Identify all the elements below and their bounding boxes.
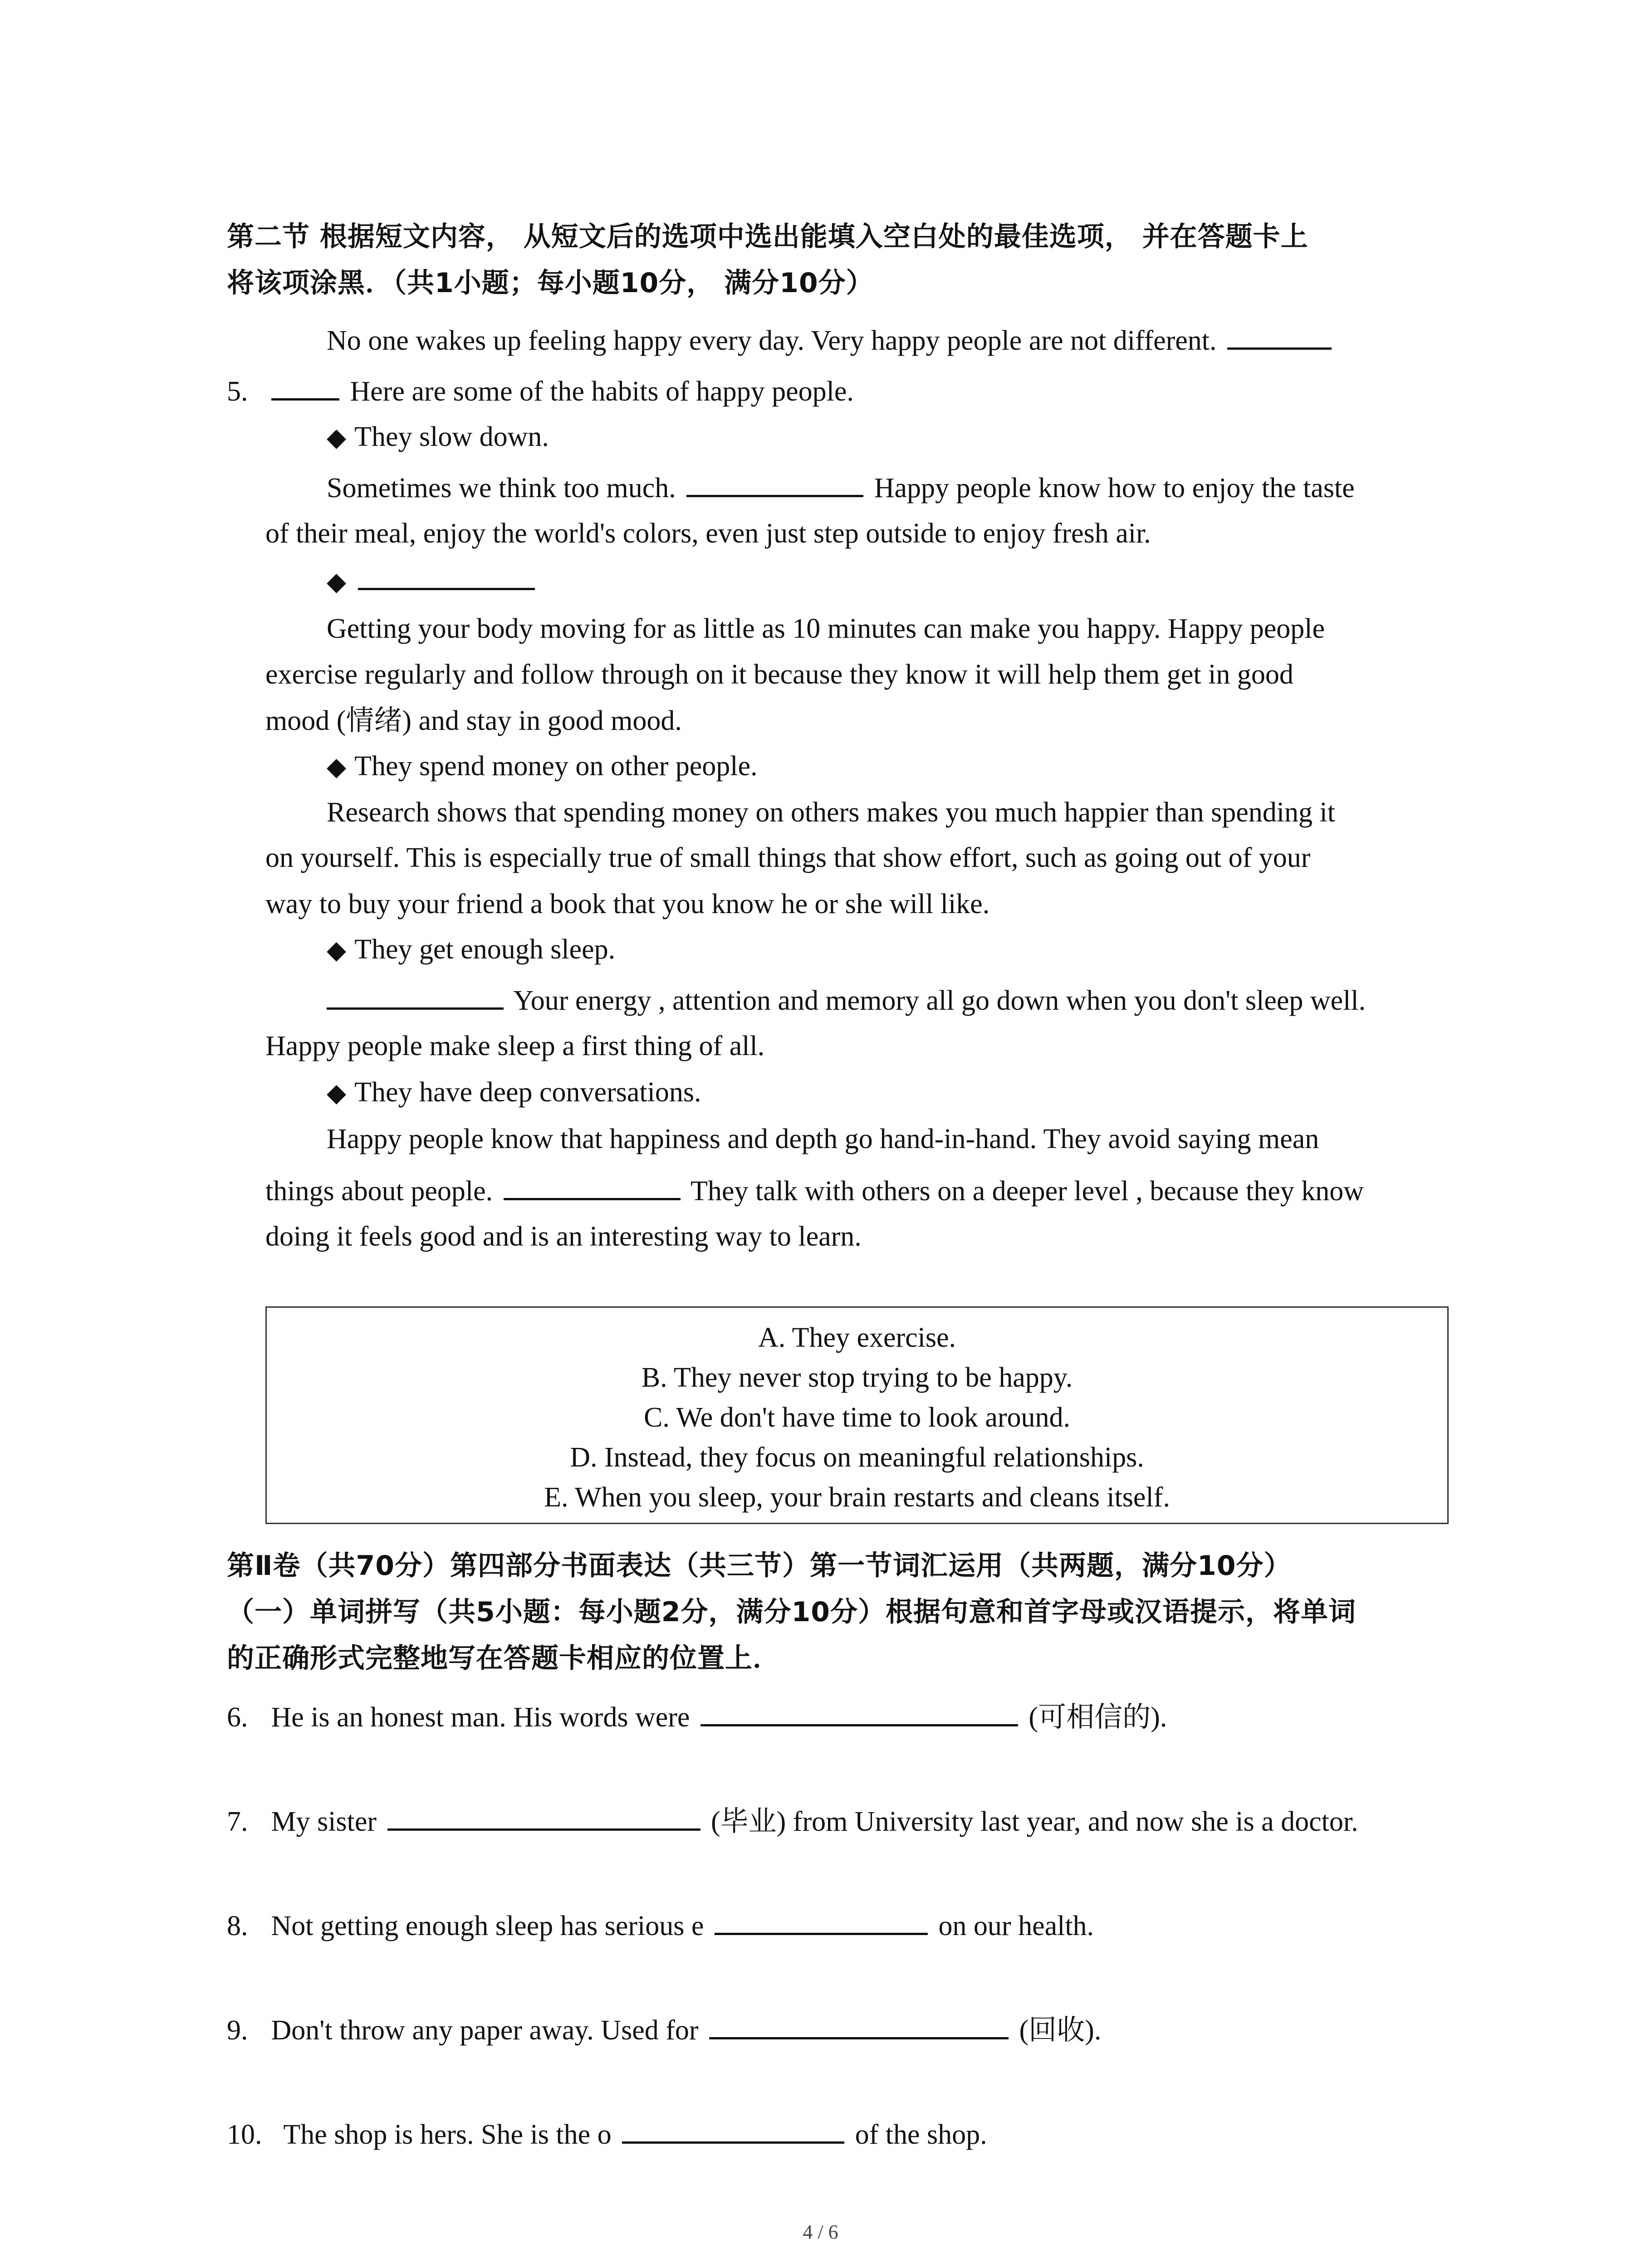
part2-heading-line3: 的正确形式完整地写在答题卡相应的位置上．	[227, 1642, 780, 1674]
passage-line-5: Getting your body moving for as little as 10 minutes can make you happy. Happy people	[327, 613, 1325, 644]
page-number: 4 / 6	[803, 2221, 838, 2243]
passage-line-3: Sometimes we think too much. Happy people know how to enjoy the taste	[327, 465, 1355, 511]
passage-line-6: exercise regularly and follow through on it because they know it will help them get in good	[265, 659, 1293, 690]
passage-line-8: Research shows that spending money on others makes you much happier than spending it	[327, 797, 1335, 828]
passage-line-2	[227, 368, 854, 415]
diamond-bullet-icon: ◆	[327, 935, 347, 965]
section-heading-line2: 将该项涂黑．（共1小题；每小题10分， 满分10分）	[227, 267, 874, 299]
question-number-5: 5.	[227, 376, 248, 407]
passage-line-13: Happy people know that happiness and depth go hand-in-hand. They avoid saying mean	[327, 1124, 1319, 1154]
passage-line-11: Your energy , attention and memory all go down when you don't sleep well.	[327, 978, 1366, 1024]
answer-blank-q7[interactable]	[387, 1801, 700, 1831]
answer-blank-q6[interactable]	[700, 1697, 1018, 1726]
answer-blank-q10[interactable]	[622, 2114, 844, 2144]
passage-line-4: of their meal, enjoy the world's colors, even just step outside to enjoy fresh air.	[265, 518, 1151, 549]
habit-heading-4: ◆ They get enough sleep.	[327, 934, 616, 965]
question-10: 10. The shop is hers. She is the o of the shop.	[227, 2112, 987, 2158]
option-b: B. They never stop trying to be happy.	[641, 1362, 1073, 1393]
answer-blank-4[interactable]	[327, 980, 504, 1010]
part2-heading-line1: 第Ⅱ卷（共70分）第四部分书面表达（共三节）第一节词汇运用（共两题，满分10分）	[227, 1550, 1292, 1582]
option-a: A. They exercise.	[758, 1322, 956, 1353]
passage-line-9: on yourself. This is especially true of small things that show effort, such as going out of your	[265, 842, 1311, 873]
answer-blank-q8[interactable]	[715, 1906, 928, 1935]
passage-line-1	[327, 318, 1335, 364]
answer-blank-3[interactable]	[358, 561, 535, 590]
habit-heading-3: ◆ They spend money on other people.	[327, 751, 758, 782]
options-box	[265, 1306, 1449, 1524]
option-c: C. We don't have time to look around.	[643, 1402, 1071, 1433]
passage-text: Here are some of the habits of happy people.	[350, 376, 854, 407]
answer-blank-1[interactable]	[1227, 320, 1332, 350]
habit-heading-1: ◆ They slow down.	[327, 421, 549, 452]
passage-line-12: Happy people make sleep a first thing of all.	[265, 1031, 765, 1061]
passage-line-7: mood (情绪) and stay in good mood.	[265, 705, 682, 736]
question-8: 8. Not getting enough sleep has serious e on our health.	[227, 1903, 1094, 1949]
diamond-bullet-icon: ◆	[327, 1078, 347, 1108]
passage-line-10: way to buy your friend a book that you know he or she will like.	[265, 889, 990, 919]
question-6: 6. He is an honest man. His words were (可相信的).	[227, 1694, 1167, 1740]
diamond-bullet-icon: ◆	[327, 423, 347, 452]
passage-text: No one wakes up feeling happy every day. Very happy people are not different.	[327, 325, 1217, 356]
diamond-bullet-icon: ◆	[327, 752, 347, 782]
passage-line-14: things about people. They talk with others on a deeper level , because they know	[265, 1168, 1364, 1214]
diamond-bullet-icon: ◆	[327, 567, 347, 596]
section-heading-line1: 第二节 根据短文内容， 从短文后的选项中选出能填入空白处的最佳选项， 并在答题卡上	[227, 221, 1308, 253]
option-d: D. Instead, they focus on meaningful relationships.	[570, 1442, 1144, 1473]
answer-blank-q9[interactable]	[709, 2010, 1009, 2039]
passage-line-15: doing it feels good and is an interesting way to learn.	[265, 1221, 862, 1252]
question-9: 9. Don't throw any paper away. Used for (回收).	[227, 2007, 1101, 2053]
question-7: 7. My sister (毕业) from University last year, and now she is a doctor.	[227, 1799, 1358, 1845]
answer-blank-5[interactable]	[504, 1171, 681, 1200]
habit-heading-5: ◆ They have deep conversations.	[327, 1077, 701, 1108]
answer-blank-1-cont[interactable]	[271, 371, 339, 401]
habit-heading-2	[327, 558, 539, 605]
answer-blank-2[interactable]	[686, 468, 863, 497]
part2-heading-line2: （一）单词拼写（共5小题：每小题2分，满分10分）根据句意和首字母或汉语提示，将单词	[227, 1596, 1356, 1628]
option-e: E. When you sleep, your brain restarts and cleans itself.	[544, 1482, 1170, 1513]
